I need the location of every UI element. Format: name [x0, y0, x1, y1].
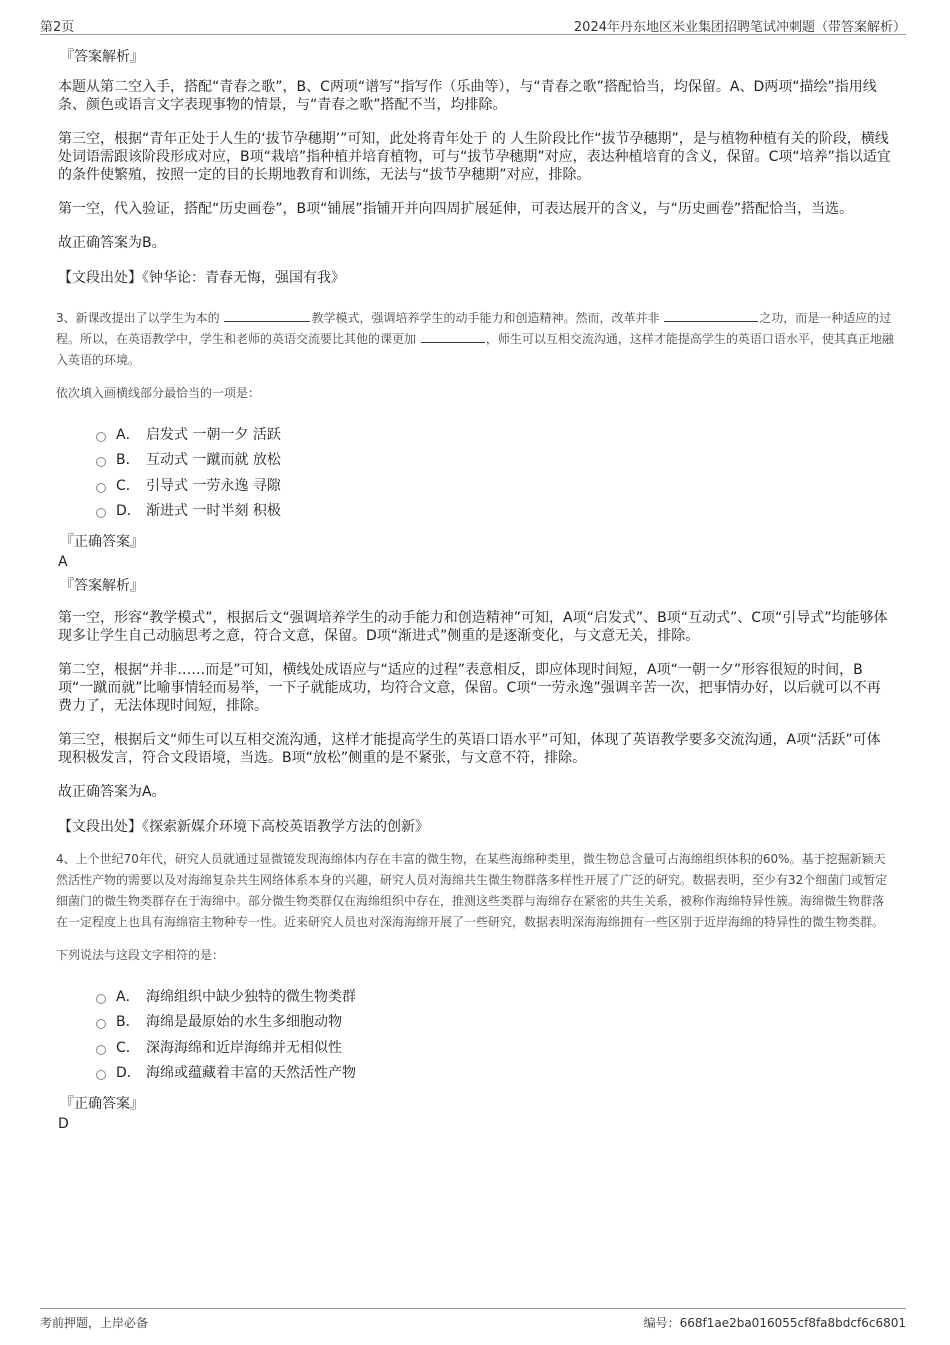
- document-title: 2024年丹东地区米业集团招聘笔试冲刺题（带答案解析）: [573, 20, 906, 35]
- q3-option-b[interactable]: B． 互动式 一蹴而就 放松: [96, 447, 894, 473]
- answer-blank: [224, 309, 310, 322]
- q3-option-a[interactable]: A． 启发式 一朝一夕 活跃: [96, 421, 894, 447]
- q3-options: [96, 421, 894, 523]
- page-content: [56, 46, 894, 1137]
- radio-icon[interactable]: [96, 1019, 106, 1029]
- q3-conclusion: 故正确答案为A。: [58, 784, 166, 800]
- q2-analysis-title: 『答案解析』: [60, 49, 144, 65]
- q4-text: 4、上个世纪70年代，研究人员就通过显微镜发现海绵体内存在丰富的微生物，在某些海绵种类里，微生物总含量可占海绵组织体积的60%。基于挖掘新颖天然活性产物的需要以及对海绵复杂共生网络体系本身的兴趣，研究人员对海绵共生微生物群落多样性开展了广泛的研究。数据表明，至少有32个细菌门或暂定细菌门的微生物类群存在于海绵中。部分微生物类群仅在海绵组织中存在，推测这些类群与海绵存在紧密的共生关系，被称作海绵特异性簇。海绵微生物群落在一定程度上也具有海绵宿主物种专一性。近来研究人员也对深海海绵开展了一些研究，数据表明深海海绵拥有一些区别于近岸海绵的特异性的微生物类群。: [56, 852, 888, 929]
- q3-source: 【文段出处】《探索新媒介环境下高校英语教学方法的创新》: [58, 819, 429, 835]
- page-header: [40, 14, 906, 35]
- footer-slogan: 考前押题，上岸必备: [40, 1316, 149, 1330]
- q4-option-d[interactable]: D． 海绵或蕴藏着丰富的天然活性产物: [96, 1060, 894, 1086]
- radio-icon[interactable]: [96, 432, 106, 442]
- radio-icon[interactable]: [96, 994, 106, 1004]
- q3-correct-title: 『正确答案』: [60, 534, 144, 550]
- q3-option-d[interactable]: D． 渐进式 一时半刻 积极: [96, 498, 894, 524]
- q3-option-c[interactable]: C． 引导式 一劳永逸 寻隙: [96, 472, 894, 498]
- q3-analysis-title: 『答案解析』: [60, 578, 144, 594]
- q2-analysis-paragraph: 本题从第二空入手，搭配“青春之歌”，B、C两项“谱写”指写作（乐曲等），与“青春之歌”搭配恰当，均保留。A、D两项“描绘”指用线条、颜色或语言文字表现事物的情景，与“青春之歌”搭配不当，均排除。: [58, 79, 877, 113]
- q3-analysis-paragraph: 第一空，形容“教学模式”，根据后文“强调培养学生的动手能力和创造精神”可知，A项“启发式”、B项“互动式”、C项“引导式”均能够体现多让学生自己动脑思考之意，符合文意，保留。D项“渐进式”侧重的是逐渐变化，与文意无关，排除。: [58, 610, 888, 644]
- q3-text: 3、新课改提出了以学生为本的 教学模式，强调培养学生的动手能力和创造精神。然而，改革并非 之功，而是一种适应的过程。所以，在英语教学中，学生和老师的英语交流要比其他的课更加 ，师生可以互相交流沟通，这样才能提高学生的英语口语水平，使其真正地融入英语的环境。: [56, 311, 894, 367]
- radio-icon[interactable]: [96, 1045, 106, 1055]
- q2-conclusion: 故正确答案为B。: [58, 235, 166, 251]
- q2-analysis-paragraph: 第一空，代入验证，搭配“历史画卷”，B项“铺展”指铺开并向四周扩展延伸，可表达展开的含义，与“历史画卷”搭配恰当，当选。: [58, 201, 854, 217]
- q3-analysis-paragraph: 第二空，根据“并非……而是”可知，横线处成语应与“适应的过程”表意相反，即应体现时间短，A项“一朝一夕”形容很短的时间，B项“一蹴而就”比喻事情轻而易举，一下子就能成功，均符合文意，保留。C项“一劳永逸”强调辛苦一次，把事情办好，以后就可以不再费力了，无法体现时间短，排除。: [58, 662, 881, 714]
- answer-blank: [421, 330, 485, 343]
- q3-prompt: 依次填入画横线部分最恰当的一项是：: [56, 386, 261, 400]
- q4-correct-answer: D: [58, 1116, 69, 1132]
- q2-source: 【文段出处】《钟华论：青春无悔，强国有我》: [58, 270, 345, 286]
- radio-icon[interactable]: [96, 457, 106, 467]
- radio-icon[interactable]: [96, 508, 106, 518]
- q4-option-c[interactable]: C． 深海海绵和近岸海绵并无相似性: [96, 1034, 894, 1060]
- q3-analysis-paragraph: 第三空，根据后文“师生可以互相交流沟通，这样才能提高学生的英语口语水平”可知，体现了英语教学要多交流沟通，A项“活跃”可体现积极发言，符合文段语境，当选。B项“放松”侧重的是不紧张，与文意不符，排除。: [58, 732, 881, 766]
- q4-option-a[interactable]: A． 海绵组织中缺少独特的微生物类群: [96, 983, 894, 1009]
- q4-option-b[interactable]: B． 海绵是最原始的水生多细胞动物: [96, 1009, 894, 1035]
- radio-icon[interactable]: [96, 1070, 106, 1080]
- answer-blank: [664, 309, 758, 322]
- document-id: 编号：668f1ae2ba016055cf8fa8bdcf6c6801: [643, 1316, 906, 1330]
- page-footer: [40, 1308, 906, 1329]
- page-number: 第2页: [40, 20, 75, 35]
- q4-options: [96, 983, 894, 1085]
- q2-analysis-paragraph: 第三空，根据“青年正处于人生的‘拔节孕穗期’”可知，此处将青年处于 的 人生阶段比作“拔节孕穗期”，是与植物种植有关的阶段，横线处词语需跟该阶段形成对应，B项“栽培”指种植并培育植物，可与“拔节孕穗期”对应，表达种植培育的含义，保留。C项“培养”指以适宜的条件使繁殖，按照一定的目的长期地教育和训练，无法与“拔节孕穗期”对应，排除。: [58, 131, 891, 183]
- radio-icon[interactable]: [96, 483, 106, 493]
- q4-prompt: 下列说法与这段文字相符的是：: [56, 948, 225, 962]
- q4-correct-title: 『正确答案』: [60, 1096, 144, 1112]
- q3-correct-answer: A: [58, 554, 68, 570]
